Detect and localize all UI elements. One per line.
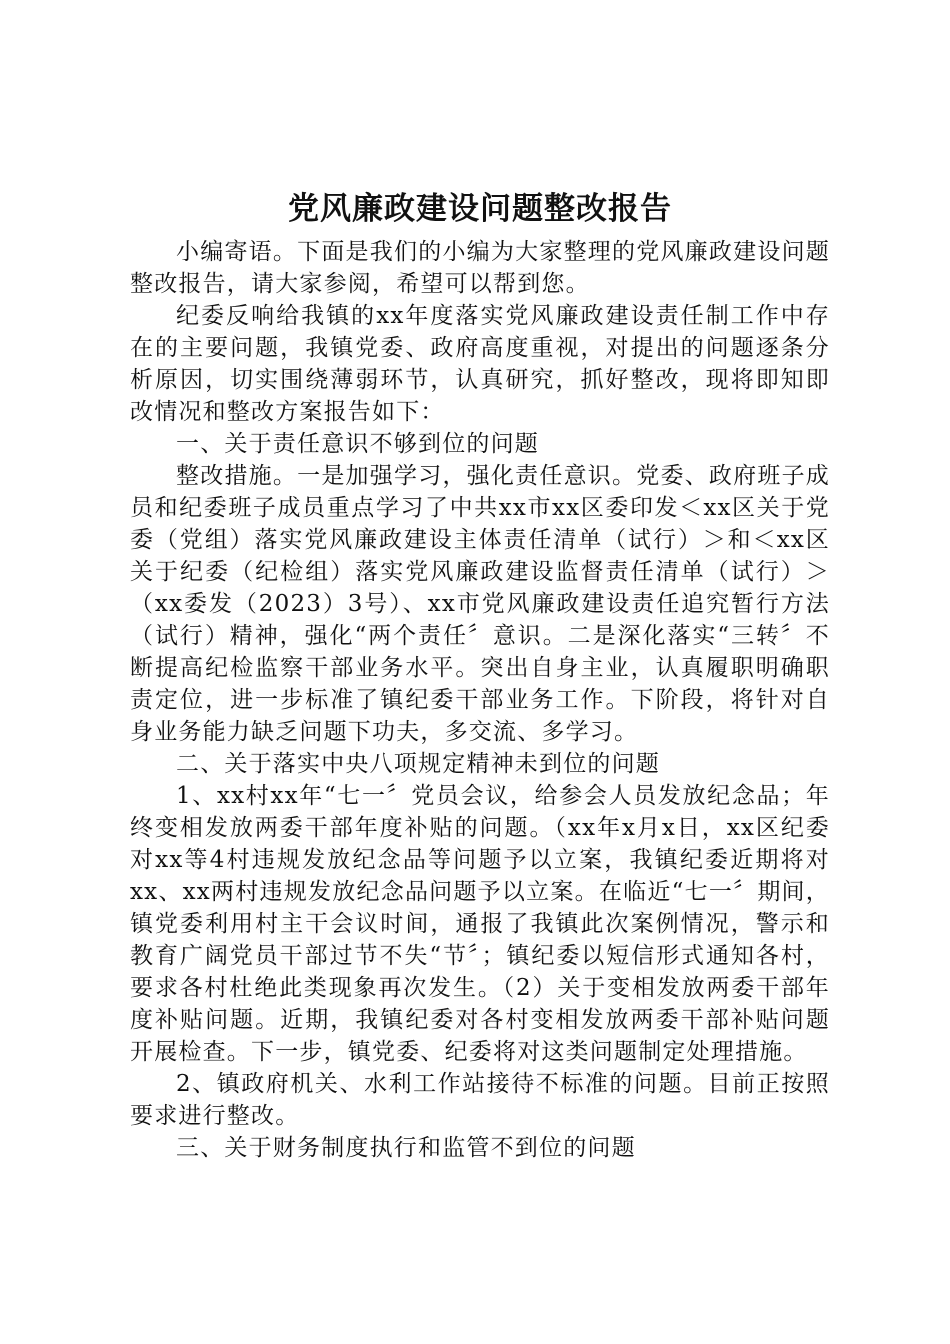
measures-paragraph: 整改措施。一是加强学习，强化责任意识。党委、政府班子成员和纪委班子成员重点学习了中共xx市xx区委印发＜xx区关于党委（党组）落实党风廉政建设主体责任清单（试行）＞和＜xx区关于纪委（纪检组）落实党风廉政建设监督责任清单（试行）＞（xx委发（2023）3号）、xx市党风廉政建设责任追究暂行方法（试行）精神，强化“两个责任〞意识。二是深化落实“三转〞不断提高纪检监察干部业务水平。突出自身主业，认真履职明确职责定位，进一步标准了镇纪委干部业务工作。下阶段，将针对自身业务能力缺乏问题下功夫，多交流、多学习。 [130, 463, 830, 745]
intro-paragraph: 小编寄语。下面是我们的小编为大家整理的党风廉政建设问题整改报告，请大家参阅，希望可以帮到您。 [130, 239, 830, 297]
item-2-paragraph: 2、镇政府机关、水利工作站接待不标准的问题。目前正按照要求进行整改。 [130, 1071, 830, 1129]
document-body [130, 188, 830, 1164]
item-1-paragraph: 1、xx村xx年“七一〞党员会议，给参会人员发放纪念品；年终变相发放两委干部年度补贴的问题。（xx年x月x日，xx区纪委对xx等4村违规发放纪念品等问题予以立案，我镇纪委近期将对xx、xx两村违规发放纪念品问题予以立案。在临近“七一〞期间，镇党委利用村主干会议时间，通报了我镇此次案例情况，警示和教育广阔党员干部过节不失“节〞；镇纪委以短信形式通知各村，要求各村杜绝此类现象再次发生。（2）关于变相发放两委干部年度补贴问题。近期，我镇纪委对各村变相发放两委干部补贴问题开展检查。下一步，镇党委、纪委将对这类问题制定处理措施。 [130, 783, 830, 1065]
section-heading-3: 三、关于财务制度执行和监管不到位的问题 [176, 1135, 636, 1161]
section-heading-1: 一、关于责任意识不够到位的问题 [176, 431, 539, 457]
document-title: 党风廉政建设问题整改报告 [288, 191, 672, 227]
background-paragraph: 纪委反响给我镇的xx年度落实党风廉政建设责任制工作中存在的主要问题，我镇党委、政府高度重视，对提出的问题逐条分析原因，切实围绕薄弱环节，认真研究，抓好整改，现将即知即改情况和整改方案报告如下： [130, 303, 830, 425]
section-heading-2: 二、关于落实中央八项规定精神未到位的问题 [176, 751, 660, 777]
